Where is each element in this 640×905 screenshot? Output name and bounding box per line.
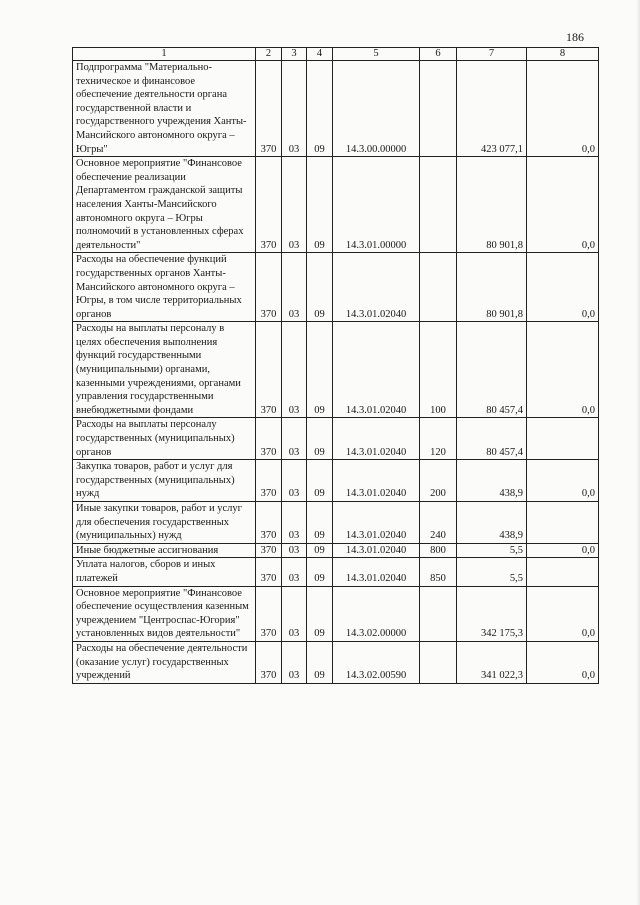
row-amount-7: 80 457,4 [457,322,527,418]
row-code-3: 03 [282,460,307,502]
row-code-2: 370 [256,322,282,418]
row-amount-8: 0,0 [527,641,599,683]
row-code-2: 370 [256,558,282,586]
row-amount-8: 0,0 [527,157,599,253]
row-code-2: 370 [256,502,282,544]
row-code-4: 09 [307,157,333,253]
column-header-3: 3 [282,48,307,61]
row-code-4: 09 [307,418,333,460]
table-row [73,418,599,460]
row-code-5: 14.3.01.02040 [333,322,420,418]
row-code-6: 100 [420,322,457,418]
row-code-6 [420,157,457,253]
row-name: Расходы на выплаты персоналу государственных (муниципальных) органов [73,418,256,460]
row-code-4: 09 [307,543,333,558]
row-code-6 [420,253,457,322]
table-row [73,502,599,544]
row-amount-7: 438,9 [457,502,527,544]
row-code-5: 14.3.00.00000 [333,61,420,157]
row-code-6 [420,61,457,157]
row-name: Расходы на выплаты персоналу в целях обеспечения выполнения функций государственными (муниципальными) органами, казенными учреждениями, органами управления государственными внебюджетными фондами [73,322,256,418]
row-code-2: 370 [256,586,282,641]
row-name: Закупка товаров, работ и услуг для государственных (муниципальных) нужд [73,460,256,502]
row-code-6: 800 [420,543,457,558]
table-row [73,253,599,322]
column-header-8: 8 [527,48,599,61]
row-code-4: 09 [307,253,333,322]
row-amount-7: 80 457,4 [457,418,527,460]
row-code-4: 09 [307,322,333,418]
row-code-5: 14.3.01.02040 [333,502,420,544]
row-code-6: 120 [420,418,457,460]
row-code-3: 03 [282,586,307,641]
row-name: Уплата налогов, сборов и иных платежей [73,558,256,586]
row-code-4: 09 [307,61,333,157]
table-row [73,460,599,502]
row-code-5: 14.3.01.02040 [333,543,420,558]
row-code-3: 03 [282,61,307,157]
row-amount-8: 0,0 [527,253,599,322]
row-name: Расходы на обеспечение функций государственных органов Ханты-Мансийского автономного округа – Югры, в том числе территориальных органов [73,253,256,322]
table-header-row [73,48,599,61]
row-code-4: 09 [307,641,333,683]
row-code-3: 03 [282,157,307,253]
row-name: Основное мероприятие "Финансовое обеспечение реализации Департаментом гражданской защиты населения Ханты-Мансийского автономного округа – Югры полномочий в установленных сферах деятельности" [73,157,256,253]
column-header-4: 4 [307,48,333,61]
row-amount-7: 80 901,8 [457,157,527,253]
row-amount-8 [527,418,599,460]
row-code-3: 03 [282,253,307,322]
row-amount-8: 0,0 [527,460,599,502]
row-code-5: 14.3.02.00590 [333,641,420,683]
row-code-2: 370 [256,253,282,322]
row-code-2: 370 [256,460,282,502]
row-code-2: 370 [256,418,282,460]
budget-table [72,47,599,684]
row-name: Расходы на обеспечение деятельности (оказание услуг) государственных учреждений [73,641,256,683]
row-amount-7: 342 175,3 [457,586,527,641]
row-name: Основное мероприятие "Финансовое обеспечение осуществления казенным учреждением "Центроспас-Югория" установленных видов деятельности" [73,586,256,641]
row-code-2: 370 [256,543,282,558]
row-code-3: 03 [282,322,307,418]
row-code-5: 14.3.01.02040 [333,460,420,502]
row-code-5: 14.3.02.00000 [333,586,420,641]
row-code-3: 03 [282,418,307,460]
row-amount-8: 0,0 [527,586,599,641]
column-header-7: 7 [457,48,527,61]
row-amount-7: 423 077,1 [457,61,527,157]
row-code-6 [420,586,457,641]
row-code-3: 03 [282,543,307,558]
row-code-2: 370 [256,641,282,683]
row-code-5: 14.3.01.00000 [333,157,420,253]
row-code-4: 09 [307,460,333,502]
column-header-2: 2 [256,48,282,61]
table-row [73,157,599,253]
row-name: Иные бюджетные ассигнования [73,543,256,558]
page-number: 186 [566,30,584,44]
row-code-5: 14.3.01.02040 [333,558,420,586]
row-name: Подпрограмма "Материально-техническое и финансовое обеспечение деятельности органа государственной власти и государственного учреждения Ханты-Мансийского автономного округа – Югры" [73,61,256,157]
table-row [73,61,599,157]
row-code-4: 09 [307,558,333,586]
column-header-6: 6 [420,48,457,61]
row-code-5: 14.3.01.02040 [333,418,420,460]
row-amount-7: 5,5 [457,558,527,586]
row-code-4: 09 [307,502,333,544]
row-code-6: 850 [420,558,457,586]
row-code-3: 03 [282,502,307,544]
table-row [73,543,599,558]
row-amount-7: 438,9 [457,460,527,502]
table-row [73,586,599,641]
table-row [73,322,599,418]
row-amount-8: 0,0 [527,543,599,558]
row-amount-7: 341 022,3 [457,641,527,683]
row-code-2: 370 [256,61,282,157]
row-amount-7: 80 901,8 [457,253,527,322]
row-amount-8: 0,0 [527,61,599,157]
row-code-5: 14.3.01.02040 [333,253,420,322]
row-code-6 [420,641,457,683]
row-amount-8 [527,558,599,586]
scan-edge-shadow [636,0,640,905]
row-amount-8 [527,502,599,544]
column-header-1: 1 [73,48,256,61]
column-header-5: 5 [333,48,420,61]
row-code-6: 200 [420,460,457,502]
row-code-2: 370 [256,157,282,253]
row-code-3: 03 [282,641,307,683]
row-code-6: 240 [420,502,457,544]
table-row [73,558,599,586]
table-row [73,641,599,683]
row-amount-8: 0,0 [527,322,599,418]
row-code-4: 09 [307,586,333,641]
row-code-3: 03 [282,558,307,586]
row-amount-7: 5,5 [457,543,527,558]
row-name: Иные закупки товаров, работ и услуг для обеспечения государственных (муниципальных) нужд [73,502,256,544]
